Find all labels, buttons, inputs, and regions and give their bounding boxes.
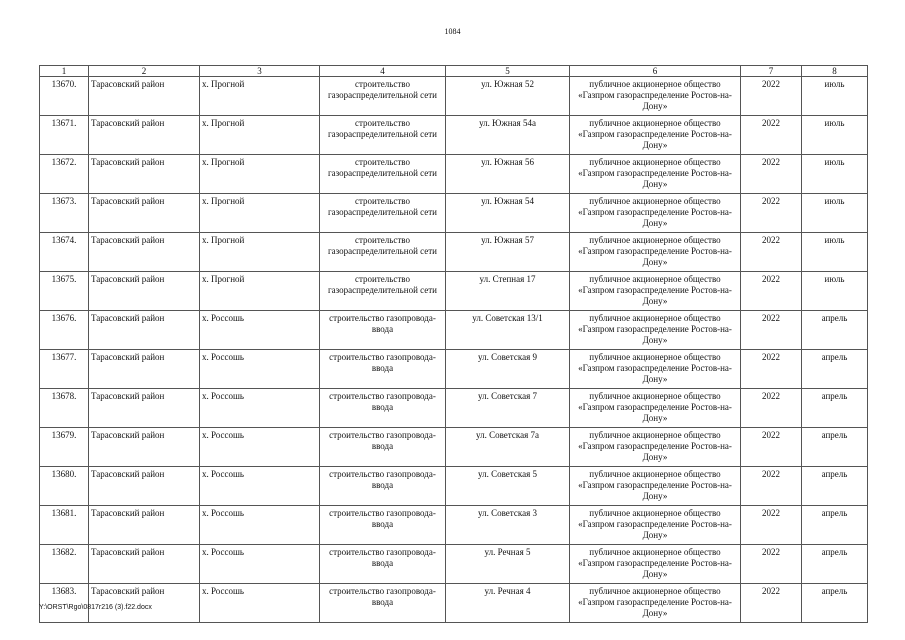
table-row xyxy=(40,311,868,350)
column-header: 3 xyxy=(200,66,320,77)
column-header: 8 xyxy=(802,66,868,77)
year-cell: 2022 xyxy=(741,194,802,233)
row-number-cell: 13683. xyxy=(40,584,89,623)
work-type-cell: строительство газораспределительной сети xyxy=(320,77,446,116)
month-cell: апрель xyxy=(802,545,868,584)
work-type-cell: строительство газопровода-ввода xyxy=(320,584,446,623)
month-cell: апрель xyxy=(802,311,868,350)
work-type-cell: строительство газопровода-ввода xyxy=(320,350,446,389)
row-number-cell: 13678. xyxy=(40,389,89,428)
month-cell: апрель xyxy=(802,584,868,623)
table-row xyxy=(40,428,868,467)
settlement-cell: х. Россошь xyxy=(200,584,320,623)
row-number-cell: 13680. xyxy=(40,467,89,506)
year-cell: 2022 xyxy=(741,155,802,194)
month-cell: июль xyxy=(802,194,868,233)
district-cell: Тарасовский район xyxy=(89,545,200,584)
address-cell: ул. Южная 52 xyxy=(446,77,570,116)
organization-cell: публичное акционерное общество «Газпром газораспределение Ростов-на-Дону» xyxy=(570,350,741,389)
organization-cell: публичное акционерное общество «Газпром газораспределение Ростов-на-Дону» xyxy=(570,428,741,467)
organization-cell: публичное акционерное общество «Газпром газораспределение Ростов-на-Дону» xyxy=(570,77,741,116)
year-cell: 2022 xyxy=(741,116,802,155)
year-cell: 2022 xyxy=(741,545,802,584)
month-cell: апрель xyxy=(802,350,868,389)
table-row xyxy=(40,584,868,623)
row-number-cell: 13677. xyxy=(40,350,89,389)
address-cell: ул. Степная 17 xyxy=(446,272,570,311)
row-number-cell: 13673. xyxy=(40,194,89,233)
address-cell: ул. Советская 13/1 xyxy=(446,311,570,350)
organization-cell: публичное акционерное общество «Газпром газораспределение Ростов-на-Дону» xyxy=(570,233,741,272)
month-cell: апрель xyxy=(802,467,868,506)
organization-cell: публичное акционерное общество «Газпром газораспределение Ростов-на-Дону» xyxy=(570,389,741,428)
address-cell: ул. Советская 7а xyxy=(446,428,570,467)
district-cell: Тарасовский район xyxy=(89,194,200,233)
organization-cell: публичное акционерное общество «Газпром газораспределение Ростов-на-Дону» xyxy=(570,467,741,506)
settlement-cell: х. Прогной xyxy=(200,272,320,311)
settlement-cell: х. Россошь xyxy=(200,389,320,428)
work-type-cell: строительство газораспределительной сети xyxy=(320,272,446,311)
work-type-cell: строительство газопровода-ввода xyxy=(320,389,446,428)
page-number: 1084 xyxy=(444,27,461,36)
table-row xyxy=(40,272,868,311)
table-row xyxy=(40,350,868,389)
settlement-cell: х. Прогной xyxy=(200,155,320,194)
row-number-cell: 13679. xyxy=(40,428,89,467)
column-header: 5 xyxy=(446,66,570,77)
year-cell: 2022 xyxy=(741,350,802,389)
district-cell: Тарасовский район xyxy=(89,233,200,272)
month-cell: июль xyxy=(802,116,868,155)
month-cell: апрель xyxy=(802,506,868,545)
table-row xyxy=(40,194,868,233)
settlement-cell: х. Россошь xyxy=(200,350,320,389)
year-cell: 2022 xyxy=(741,233,802,272)
table-row xyxy=(40,506,868,545)
row-number-cell: 13674. xyxy=(40,233,89,272)
district-cell: Тарасовский район xyxy=(89,77,200,116)
settlement-cell: х. Прогной xyxy=(200,233,320,272)
year-cell: 2022 xyxy=(741,77,802,116)
work-type-cell: строительство газораспределительной сети xyxy=(320,194,446,233)
column-header: 6 xyxy=(570,66,741,77)
district-cell: Тарасовский район xyxy=(89,428,200,467)
column-header: 2 xyxy=(89,66,200,77)
district-cell: Тарасовский район xyxy=(89,311,200,350)
work-type-cell: строительство газораспределительной сети xyxy=(320,116,446,155)
column-number-row xyxy=(40,66,868,77)
month-cell: апрель xyxy=(802,428,868,467)
table-row xyxy=(40,389,868,428)
settlement-cell: х. Прогной xyxy=(200,77,320,116)
address-cell: ул. Советская 3 xyxy=(446,506,570,545)
settlement-cell: х. Россошь xyxy=(200,428,320,467)
month-cell: июль xyxy=(802,77,868,116)
address-cell: ул. Советская 9 xyxy=(446,350,570,389)
column-header: 7 xyxy=(741,66,802,77)
settlement-cell: х. Россошь xyxy=(200,311,320,350)
row-number-cell: 13672. xyxy=(40,155,89,194)
row-number-cell: 13676. xyxy=(40,311,89,350)
year-cell: 2022 xyxy=(741,467,802,506)
table-body xyxy=(40,77,868,623)
district-cell: Тарасовский район xyxy=(89,272,200,311)
address-cell: ул. Южная 56 xyxy=(446,155,570,194)
address-cell: ул. Советская 5 xyxy=(446,467,570,506)
organization-cell: публичное акционерное общество «Газпром газораспределение Ростов-на-Дону» xyxy=(570,545,741,584)
organization-cell: публичное акционерное общество «Газпром газораспределение Ростов-на-Дону» xyxy=(570,155,741,194)
district-cell: Тарасовский район xyxy=(89,506,200,545)
district-cell: Тарасовский район xyxy=(89,467,200,506)
organization-cell: публичное акционерное общество «Газпром газораспределение Ростов-на-Дону» xyxy=(570,272,741,311)
organization-cell: публичное акционерное общество «Газпром газораспределение Ростов-на-Дону» xyxy=(570,584,741,623)
address-cell: ул. Южная 54 xyxy=(446,194,570,233)
row-number-cell: 13670. xyxy=(40,77,89,116)
settlement-cell: х. Россошь xyxy=(200,467,320,506)
district-cell: Тарасовский район xyxy=(89,350,200,389)
month-cell: июль xyxy=(802,155,868,194)
year-cell: 2022 xyxy=(741,389,802,428)
footer-file-path: Y:\ORST\Rgo\0817r216 (3).f22.docx xyxy=(39,604,152,611)
data-table xyxy=(39,65,868,623)
month-cell: апрель xyxy=(802,389,868,428)
table-row xyxy=(40,77,868,116)
work-type-cell: строительство газораспределительной сети xyxy=(320,155,446,194)
address-cell: ул. Южная 57 xyxy=(446,233,570,272)
address-cell: ул. Речная 5 xyxy=(446,545,570,584)
month-cell: июль xyxy=(802,233,868,272)
settlement-cell: х. Россошь xyxy=(200,506,320,545)
address-cell: ул. Южная 54а xyxy=(446,116,570,155)
work-type-cell: строительство газопровода-ввода xyxy=(320,428,446,467)
settlement-cell: х. Прогной xyxy=(200,116,320,155)
work-type-cell: строительство газопровода-ввода xyxy=(320,311,446,350)
organization-cell: публичное акционерное общество «Газпром газораспределение Ростов-на-Дону» xyxy=(570,116,741,155)
district-cell: Тарасовский район xyxy=(89,155,200,194)
district-cell: Тарасовский район xyxy=(89,584,200,623)
work-type-cell: строительство газопровода-ввода xyxy=(320,467,446,506)
row-number-cell: 13681. xyxy=(40,506,89,545)
work-type-cell: строительство газораспределительной сети xyxy=(320,233,446,272)
row-number-cell: 13671. xyxy=(40,116,89,155)
district-cell: Тарасовский район xyxy=(89,389,200,428)
table-row xyxy=(40,467,868,506)
table-row xyxy=(40,155,868,194)
table-row xyxy=(40,116,868,155)
settlement-cell: х. Россошь xyxy=(200,545,320,584)
year-cell: 2022 xyxy=(741,311,802,350)
table-row xyxy=(40,233,868,272)
organization-cell: публичное акционерное общество «Газпром газораспределение Ростов-на-Дону» xyxy=(570,194,741,233)
organization-cell: публичное акционерное общество «Газпром газораспределение Ростов-на-Дону» xyxy=(570,506,741,545)
address-cell: ул. Речная 4 xyxy=(446,584,570,623)
address-cell: ул. Советская 7 xyxy=(446,389,570,428)
month-cell: июль xyxy=(802,272,868,311)
settlement-cell: х. Прогной xyxy=(200,194,320,233)
column-header: 4 xyxy=(320,66,446,77)
year-cell: 2022 xyxy=(741,428,802,467)
row-number-cell: 13682. xyxy=(40,545,89,584)
year-cell: 2022 xyxy=(741,584,802,623)
district-cell: Тарасовский район xyxy=(89,116,200,155)
work-type-cell: строительство газопровода-ввода xyxy=(320,506,446,545)
work-type-cell: строительство газопровода-ввода xyxy=(320,545,446,584)
column-header: 1 xyxy=(40,66,89,77)
organization-cell: публичное акционерное общество «Газпром газораспределение Ростов-на-Дону» xyxy=(570,311,741,350)
row-number-cell: 13675. xyxy=(40,272,89,311)
table-row xyxy=(40,545,868,584)
year-cell: 2022 xyxy=(741,506,802,545)
year-cell: 2022 xyxy=(741,272,802,311)
